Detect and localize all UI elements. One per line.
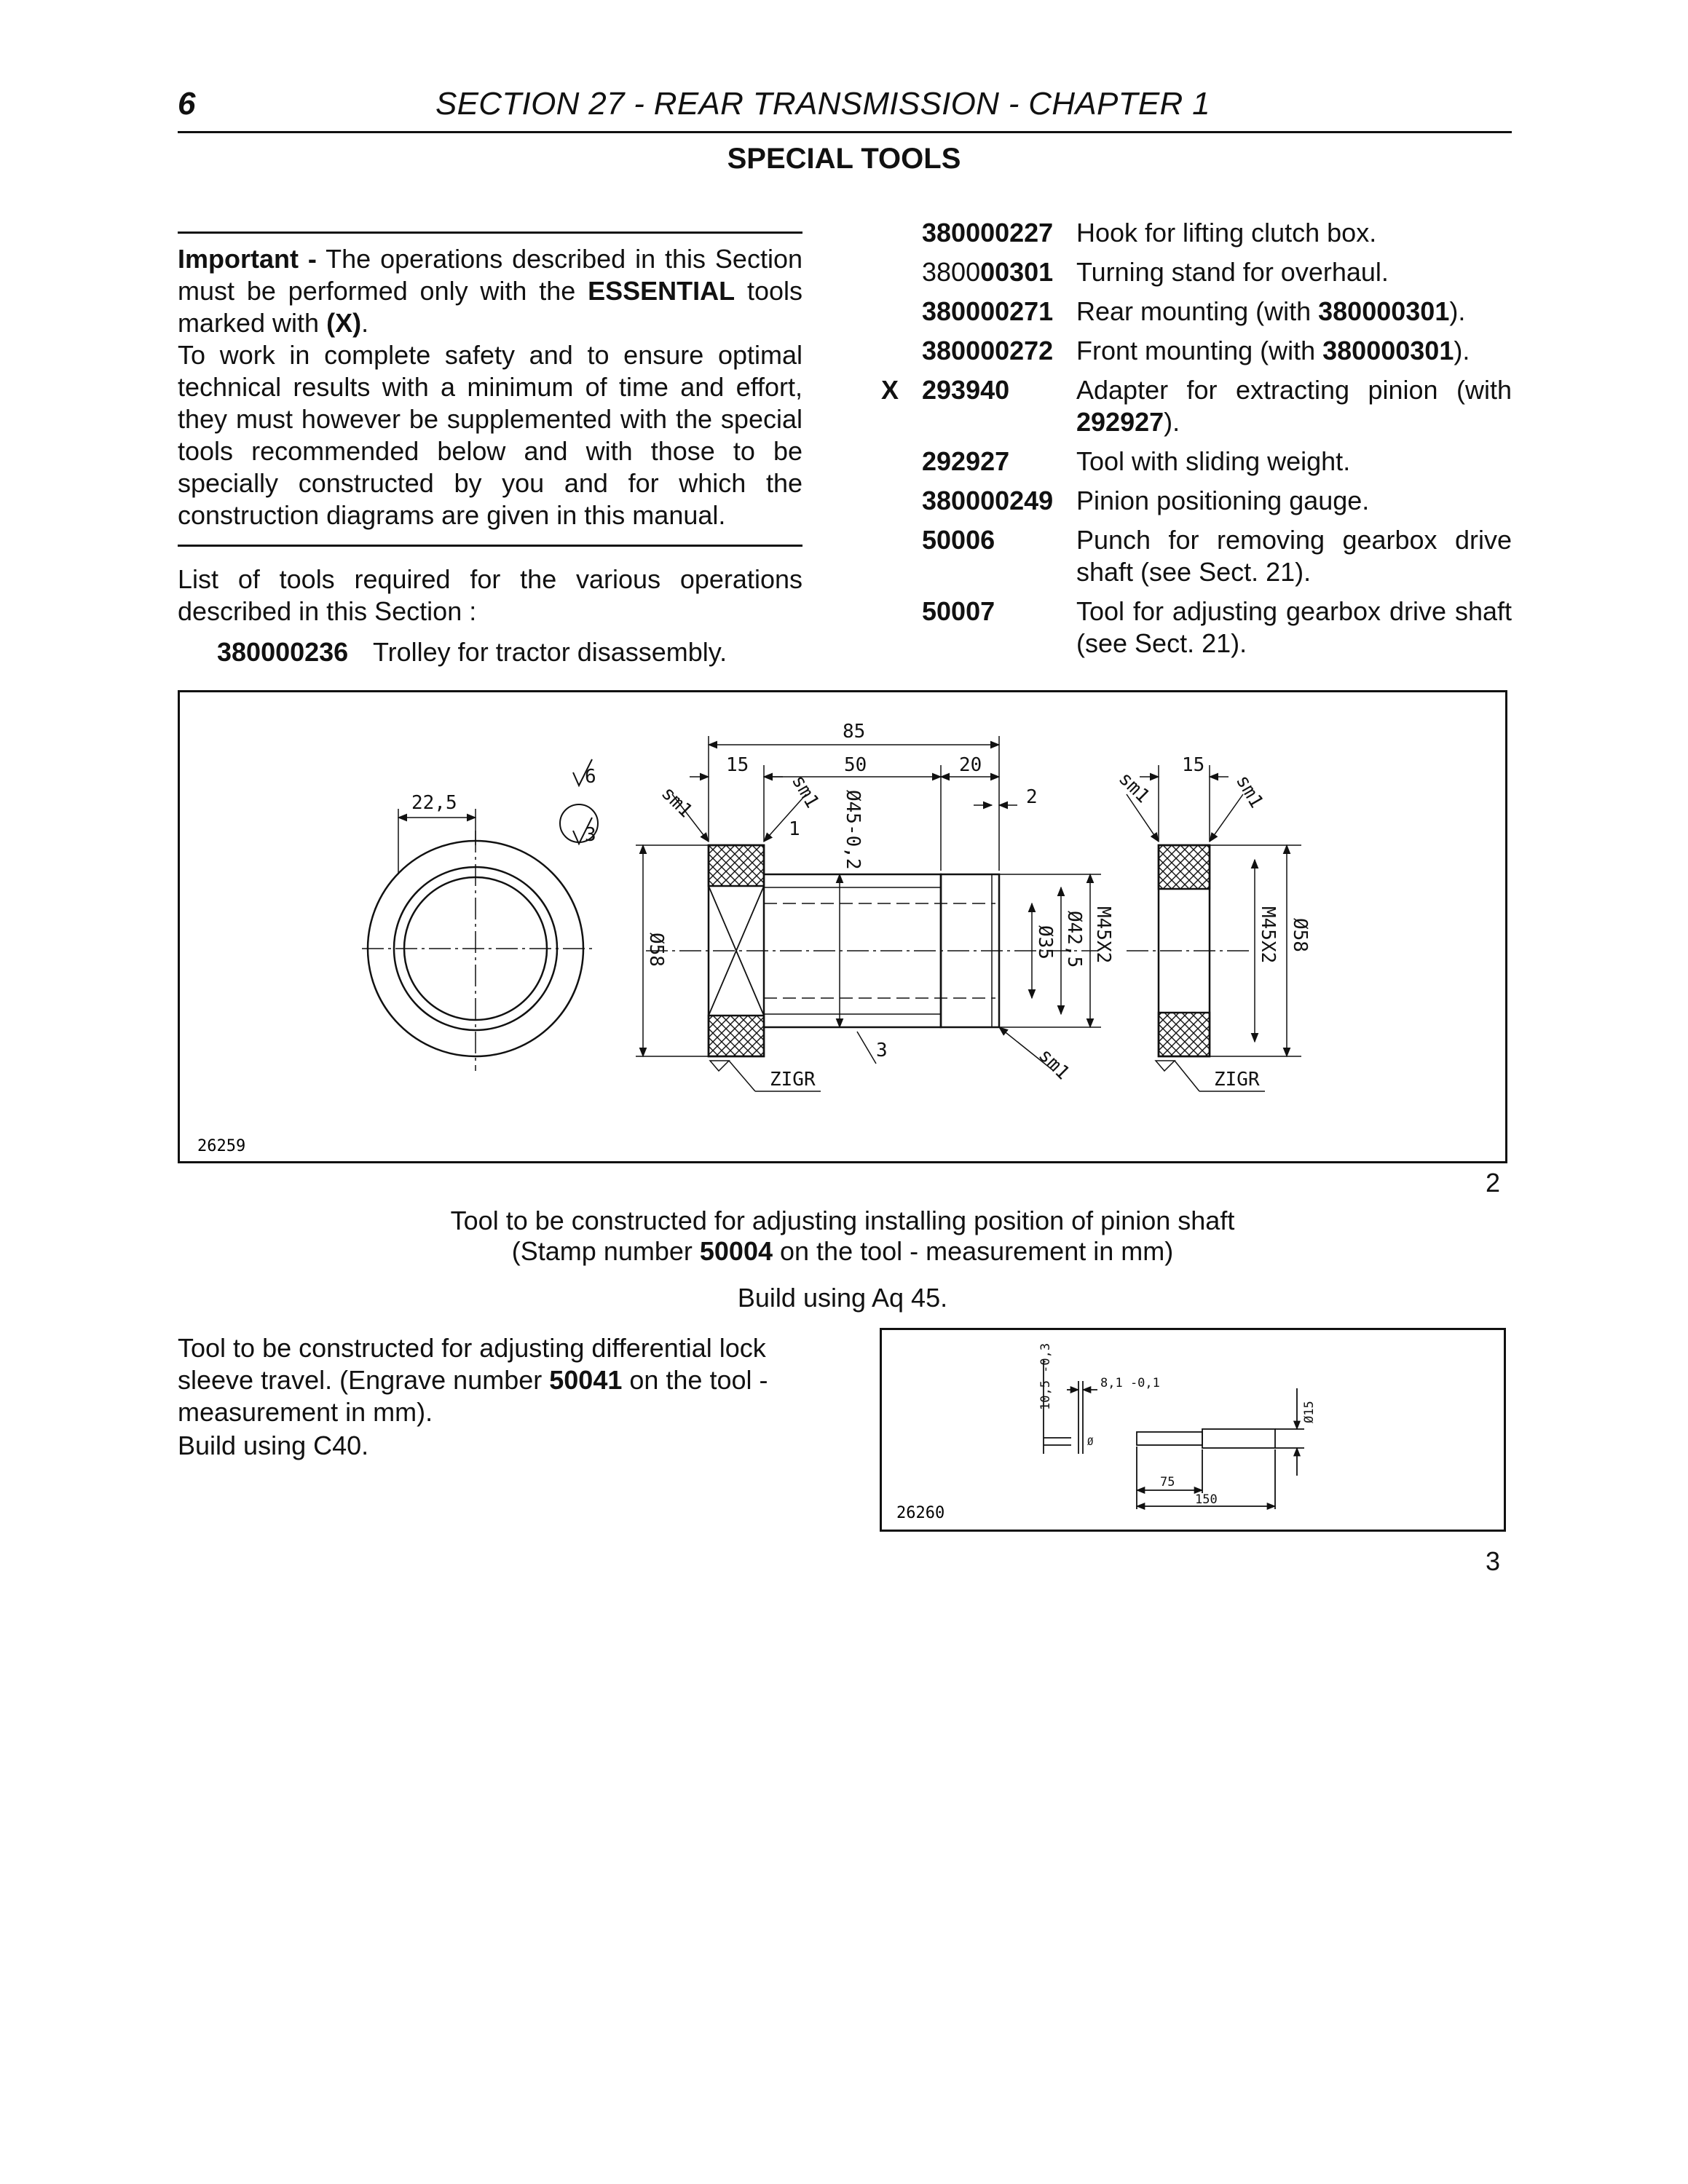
shaft-head xyxy=(1202,1429,1275,1448)
tool-description: Front mounting (with 380000301). xyxy=(1076,336,1470,365)
important-text-2: tools marked with xyxy=(178,276,802,338)
tool-number-suffix: 00301 xyxy=(980,257,1054,287)
roughness-6: 6 xyxy=(585,766,596,788)
figure-id: 26260 xyxy=(896,1504,945,1522)
tool-description: Trolley for tractor disassembly. xyxy=(373,637,727,667)
figure-3-description: Tool to be constructed for adjusting differential lock sleeve travel. (Engrave number 50041 on the tool - measurement in mm). xyxy=(178,1333,768,1427)
dim-75: 75 xyxy=(1160,1475,1175,1489)
dim-phi15: Ø15 xyxy=(1302,1401,1317,1423)
important-label: Important - xyxy=(178,244,317,274)
dim-phi58: Ø58 xyxy=(645,933,667,967)
dim-15-nut: 15 xyxy=(1182,754,1205,776)
tool-number: 292927 xyxy=(922,446,1010,476)
dim-phi42-5: Ø42,5 xyxy=(1063,911,1085,968)
figure-id: 26259 xyxy=(197,1137,246,1155)
zigr-label-2: ZIGR xyxy=(1214,1069,1260,1091)
sleeve-travel-tool-drawing xyxy=(882,1330,1504,1530)
tool-number: 380000227 xyxy=(922,218,1054,248)
sm1-label: sm1 xyxy=(657,782,697,823)
caption-line-2: (Stamp number 50004 on the tool - measurement in mm) xyxy=(511,1236,1174,1266)
tool-number: 380000236 xyxy=(217,637,349,667)
tool-description: Turning stand for overhaul. xyxy=(1076,257,1389,287)
dim-square: Ø xyxy=(1087,1436,1094,1448)
shaft-thin xyxy=(1137,1432,1202,1445)
tool-number: 50006 xyxy=(922,525,995,555)
important-note xyxy=(178,243,802,531)
header-rule xyxy=(178,131,1512,133)
important-bottom-rule xyxy=(178,545,802,547)
tool-number: 380000271 xyxy=(922,296,1054,326)
tool-number: 293940 xyxy=(922,375,1010,405)
tool-description: Tool with sliding weight. xyxy=(1076,446,1351,476)
dim-15: 15 xyxy=(726,754,749,776)
dim-8-1: 8,1 -0,1 xyxy=(1100,1376,1160,1390)
important-text-4: To work in complete safety and to ensure optimal technical results with a minimum of time and effort, they must however be supplemented with the special tools recommended below and with those to be specially constructed by you and for which the construction diagrams are given in this manual. xyxy=(178,340,802,530)
dim-85: 85 xyxy=(843,721,866,743)
pinion-shaft-tool-drawing xyxy=(180,692,1505,1161)
sm1-label-3: sm1 xyxy=(1034,1044,1074,1085)
tool-number: 380000249 xyxy=(922,486,1054,515)
dim-m45: M45X2 xyxy=(1092,906,1114,964)
page-title: SPECIAL TOOLS xyxy=(727,143,961,175)
tool-number-prefix: 3800 xyxy=(922,257,981,287)
dim-2: 2 xyxy=(1026,786,1038,808)
dim-m45-nut: M45X2 xyxy=(1257,906,1279,964)
figure-26259 xyxy=(178,690,1507,1163)
engrave-number: 50041 xyxy=(549,1365,623,1395)
figure-ref-2: 2 xyxy=(1486,1168,1501,1198)
important-text-3: . xyxy=(361,308,369,338)
dim-phi45: Ø45-0,2 xyxy=(842,790,864,870)
dim-150: 150 xyxy=(1195,1492,1218,1507)
tool-number: 380000272 xyxy=(922,336,1054,365)
essential-word: ESSENTIAL xyxy=(588,276,735,306)
build-note-2: Build using Aq 45. xyxy=(737,1283,948,1313)
dim-20: 20 xyxy=(959,754,982,776)
dim-22-5: 22,5 xyxy=(411,792,457,814)
tool-number xyxy=(922,256,1053,288)
zigr-label: ZIGR xyxy=(770,1069,816,1091)
tool-description: Hook for lifting clutch box. xyxy=(1076,218,1377,248)
figure-26260 xyxy=(880,1328,1506,1532)
dim-1: 1 xyxy=(789,818,800,840)
tool-description: Punch for removing gearbox drive shaft (see Sect. 21). xyxy=(1076,525,1512,587)
list-intro: List of tools required for the various operations described in this Section : xyxy=(178,564,802,626)
essential-x-marker: X xyxy=(881,375,899,405)
tool-description: Adapter for extracting pinion (with 292927). xyxy=(1076,375,1512,437)
dim-phi58-nut: Ø58 xyxy=(1289,918,1311,952)
sm1-label-5: sm1 xyxy=(1231,771,1268,812)
roughness-3: 3 xyxy=(585,824,596,846)
tool-description: Tool for adjusting gearbox drive shaft (see Sect. 21). xyxy=(1076,596,1512,658)
dim-10-5: 10,5 -0,3 xyxy=(1038,1342,1053,1410)
caption-line-1: Tool to be constructed for adjusting installing position of pinion shaft xyxy=(450,1206,1235,1235)
sm1-label-2: sm1 xyxy=(786,771,824,812)
tool-description: Pinion positioning gauge. xyxy=(1076,486,1370,515)
dim-50: 50 xyxy=(844,754,867,776)
build-note-3: Build using C40. xyxy=(178,1431,369,1460)
x-mark: (X) xyxy=(326,308,362,338)
important-top-rule xyxy=(178,232,802,234)
section-header-title: SECTION 27 - REAR TRANSMISSION - CHAPTER 1 xyxy=(435,86,1210,122)
dim-phi35: Ø35 xyxy=(1034,925,1056,960)
figure-ref-3: 3 xyxy=(1486,1546,1501,1576)
figure-2-caption xyxy=(178,1206,1507,1267)
tool-number: 50007 xyxy=(922,596,995,626)
important-text-1: The operations described in this Section must be performed only with the xyxy=(178,244,802,306)
dim-3: 3 xyxy=(876,1040,888,1061)
page-number: 6 xyxy=(178,86,196,122)
tool-description: Rear mounting (with 380000301). xyxy=(1076,296,1466,326)
sm1-label-4: sm1 xyxy=(1114,767,1154,808)
